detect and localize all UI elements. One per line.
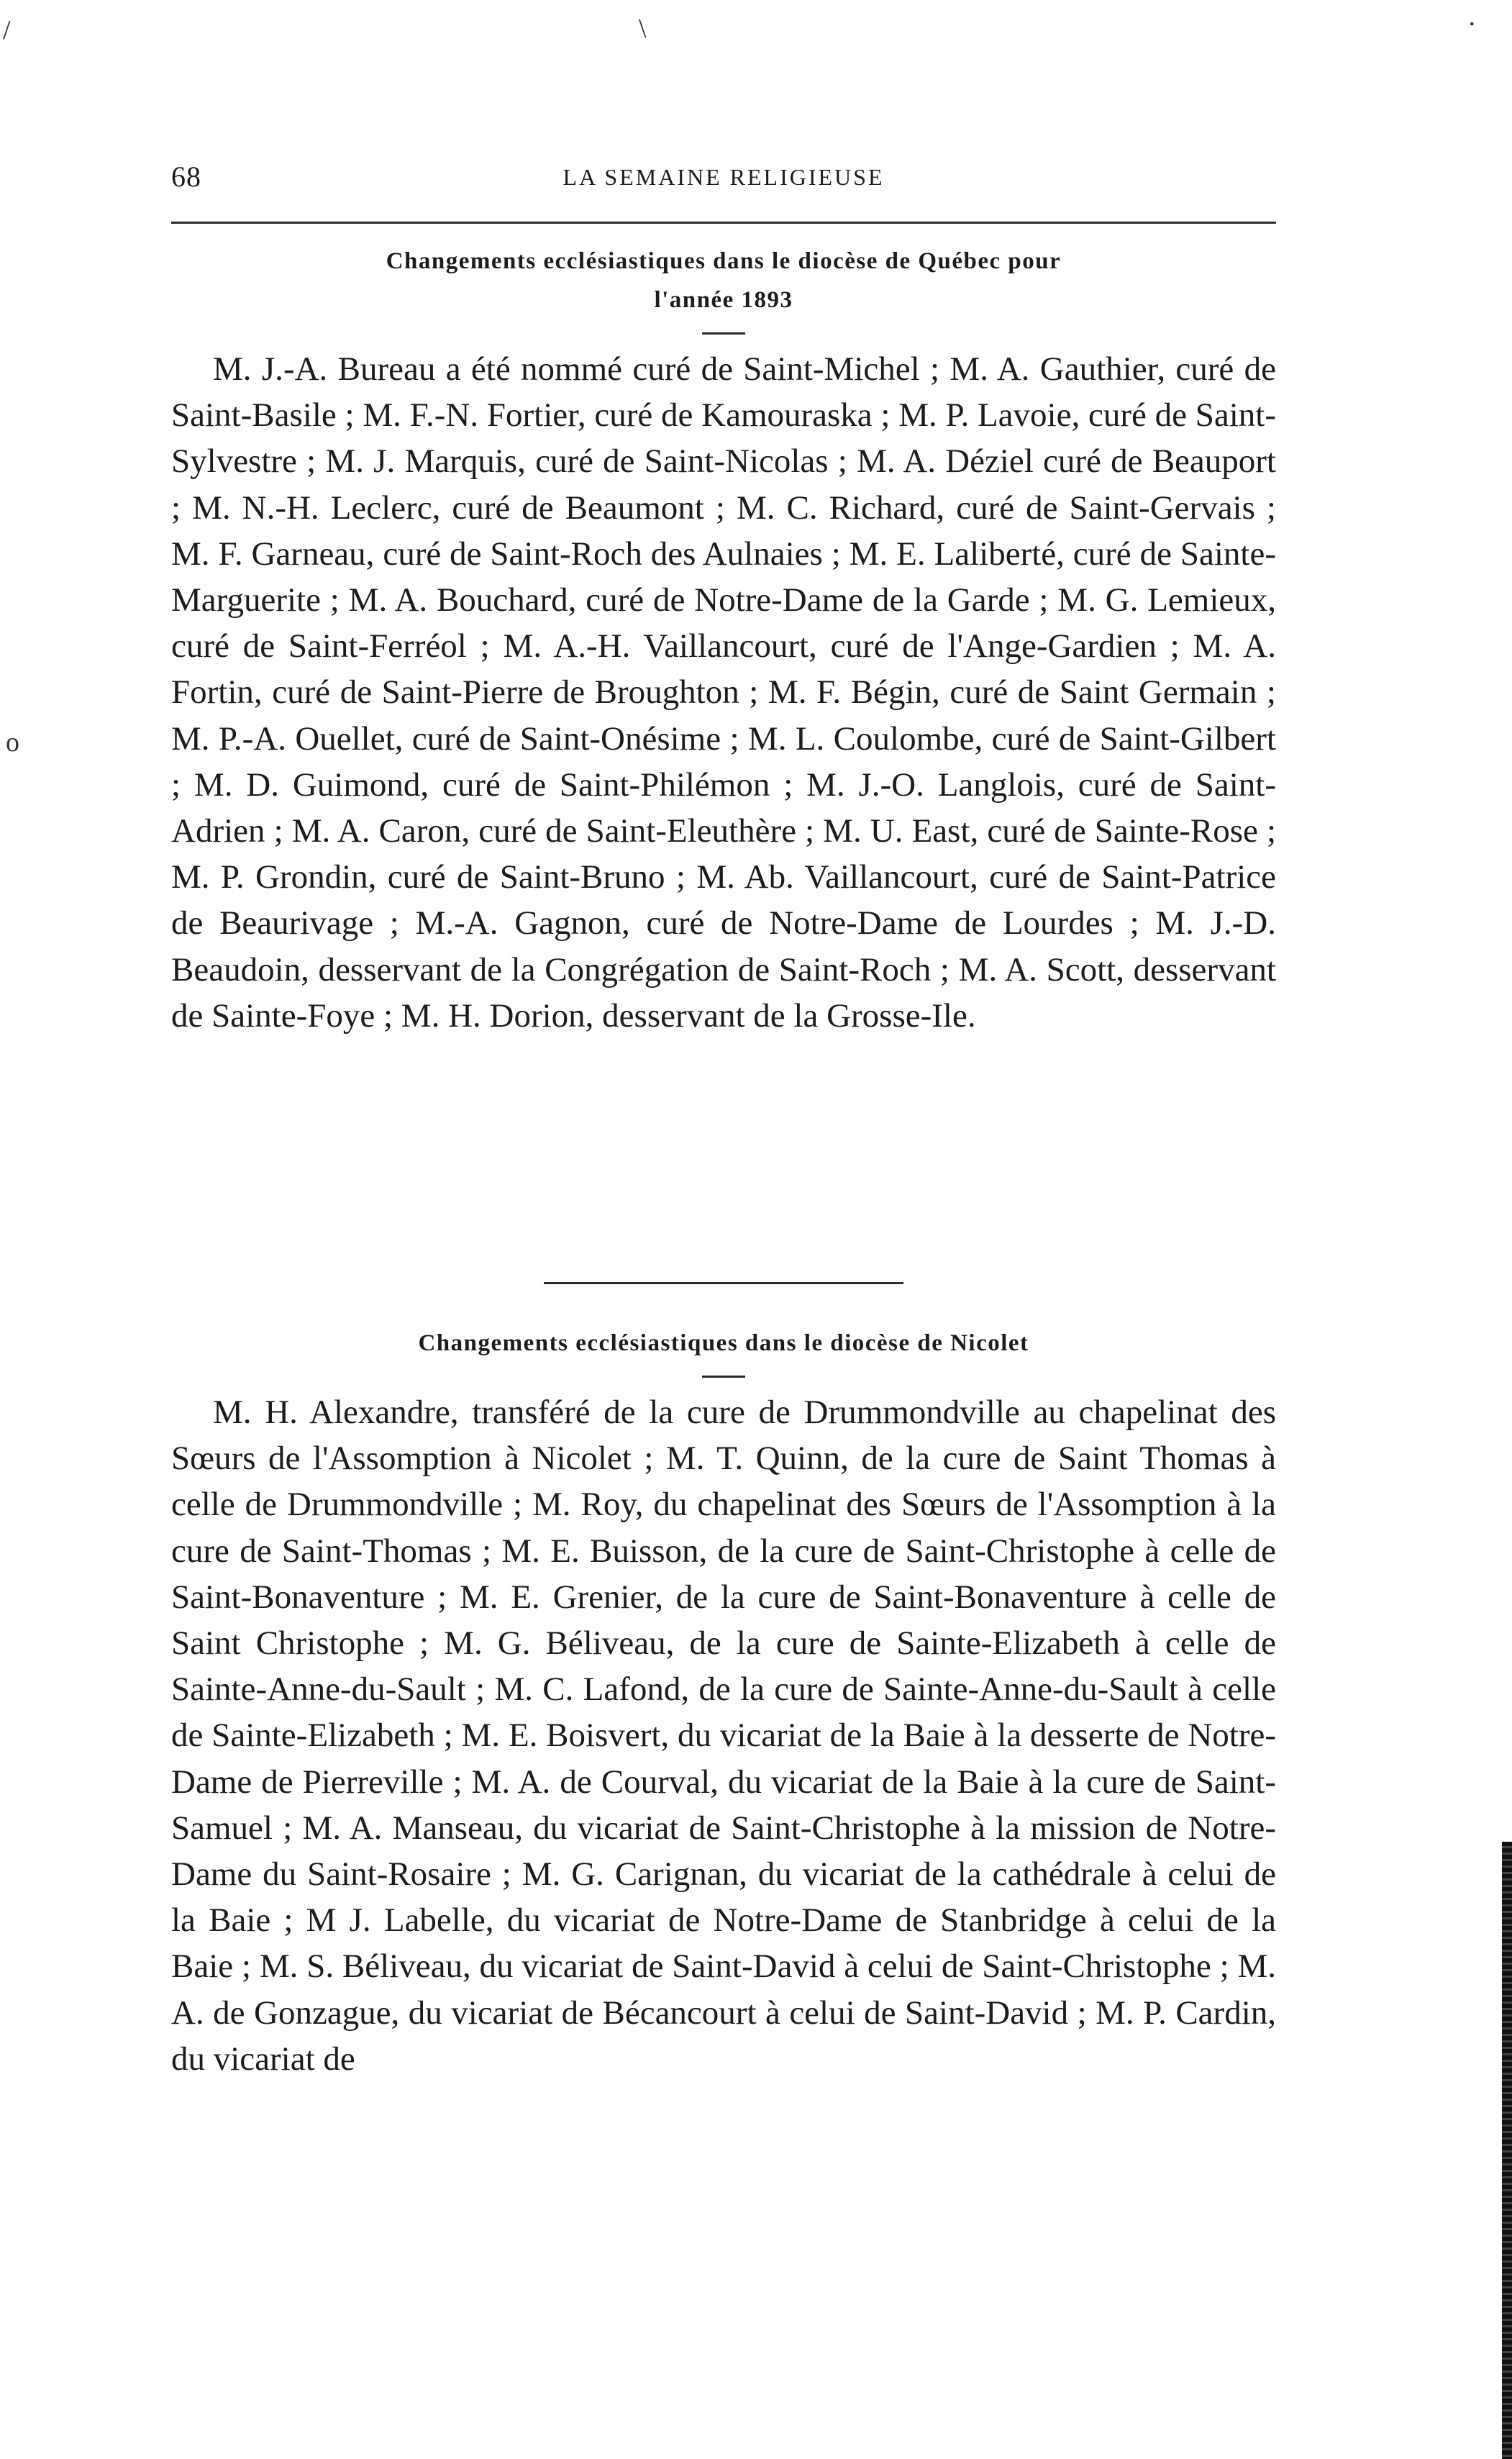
page-header — [171, 160, 1276, 203]
header-rule — [171, 222, 1276, 224]
scan-speck: / — [3, 15, 11, 45]
section-title — [171, 242, 1276, 319]
page-content — [171, 0, 1276, 2459]
short-rule — [702, 332, 745, 335]
running-title: LA SEMAINE RELIGIEUSE — [563, 164, 885, 190]
section-title-line: Changements ecclésiastiques dans le diocèse de Québec pour — [386, 248, 1062, 274]
section-title-line: Changements ecclésiastiques dans le diocèse de Nicolet — [418, 1330, 1029, 1356]
section-quebec — [171, 242, 1276, 1039]
section-nicolet — [171, 1324, 1276, 2082]
section-body: M. H. Alexandre, transféré de la cure de Drummondville au chapelinat des Sœurs de l'Assomption à Nicolet ; M. T. Quinn, de la cure de Saint Thomas à celle de Drummondville ; M. Roy, du chapelinat des Sœurs de l'Assomption à la cure de Saint-Thomas ; M. E. Buisson, de la cure de Saint-Christophe à celle de Saint-Bonaventure ; M. E. Grenier, de la cure de Saint-Bonaventure à celle de Saint Christophe ; M. G. Béliveau, de la cure de Sainte-Elizabeth à celle de Sainte-Anne-du-Sault ; M. C. Lafond, de la cure de Sainte-Anne-du-Sault à celle de Sainte-Elizabeth ; M. E. Boisvert, du vicariat de la Baie à la desserte de Notre-Dame de Pierreville ; M. A. de Courval, du vicariat de la Baie à la cure de Saint-Samuel ; M. A. Manseau, du vicariat de Saint-Christophe à la mission de Notre-Dame du Saint-Rosaire ; M. G. Carignan, du vicariat de la cathédrale à celui de la Baie ; M J. Labelle, du vicariat de Notre-Dame de Stanbridge à celui de la Baie ; M. S. Béliveau, du vicariat de Saint-David à celui de Saint-Christophe ; M. A. de Gonzague, du vicariat de Bécancourt à celui de Saint-David ; M. P. Cardin, du vicariat de — [171, 1394, 1276, 2078]
section-title — [171, 1324, 1276, 1363]
scan-speck: o — [6, 727, 19, 758]
scan-speck: \ — [639, 14, 647, 44]
scan-edge-shadow — [1502, 1842, 1512, 2459]
page-number: 68 — [171, 160, 201, 193]
scan-speck: · — [1467, 9, 1477, 40]
section-title-line: l'année 1893 — [654, 287, 793, 313]
section-body: M. J.-A. Bureau a été nommé curé de Saint-Michel ; M. A. Gauthier, curé de Saint-Basile ; M. F.-N. Fortier, curé de Kamouraska ; M. P. Lavoie, curé de Saint-Sylvestre ; M. J. Marquis, curé de Saint-Nicolas ; M. A. Déziel curé de Beauport ; M. N.-H. Leclerc, curé de Beaumont ; M. C. Richard, curé de Saint-Gervais ; M. F. Garneau, curé de Saint-Roch des Aulnaies ; M. E. Laliberté, curé de Sainte-Marguerite ; M. A. Bouchard, curé de Notre-Dame de la Garde ; M. G. Lemieux, curé de Saint-Ferréol ; M. A.-H. Vaillancourt, curé de l'Ange-Gardien ; M. A. Fortin, curé de Saint-Pierre de Broughton ; M. F. Bégin, curé de Saint Germain ; M. P.-A. Ouellet, curé de Saint-Onésime ; M. L. Coulombe, curé de Saint-Gilbert ; M. D. Guimond, curé de Saint-Philémon ; M. J.-O. Langlois, curé de Saint-Adrien ; M. A. Caron, curé de Saint-Eleuthère ; M. U. East, curé de Sainte-Rose ; M. P. Grondin, curé de Saint-Bruno ; M. Ab. Vaillancourt, curé de Saint-Patrice de Beaurivage ; M.-A. Gagnon, curé de Notre-Dame de Lourdes ; M. J.-D. Beaudoin, desservant de la Congrégation de Saint-Roch ; M. A. Scott, desservant de Sainte-Foye ; M. H. Dorion, desservant de la Grosse-Ile. — [171, 350, 1276, 1035]
section-divider — [544, 1282, 903, 1284]
short-rule — [702, 1376, 745, 1378]
